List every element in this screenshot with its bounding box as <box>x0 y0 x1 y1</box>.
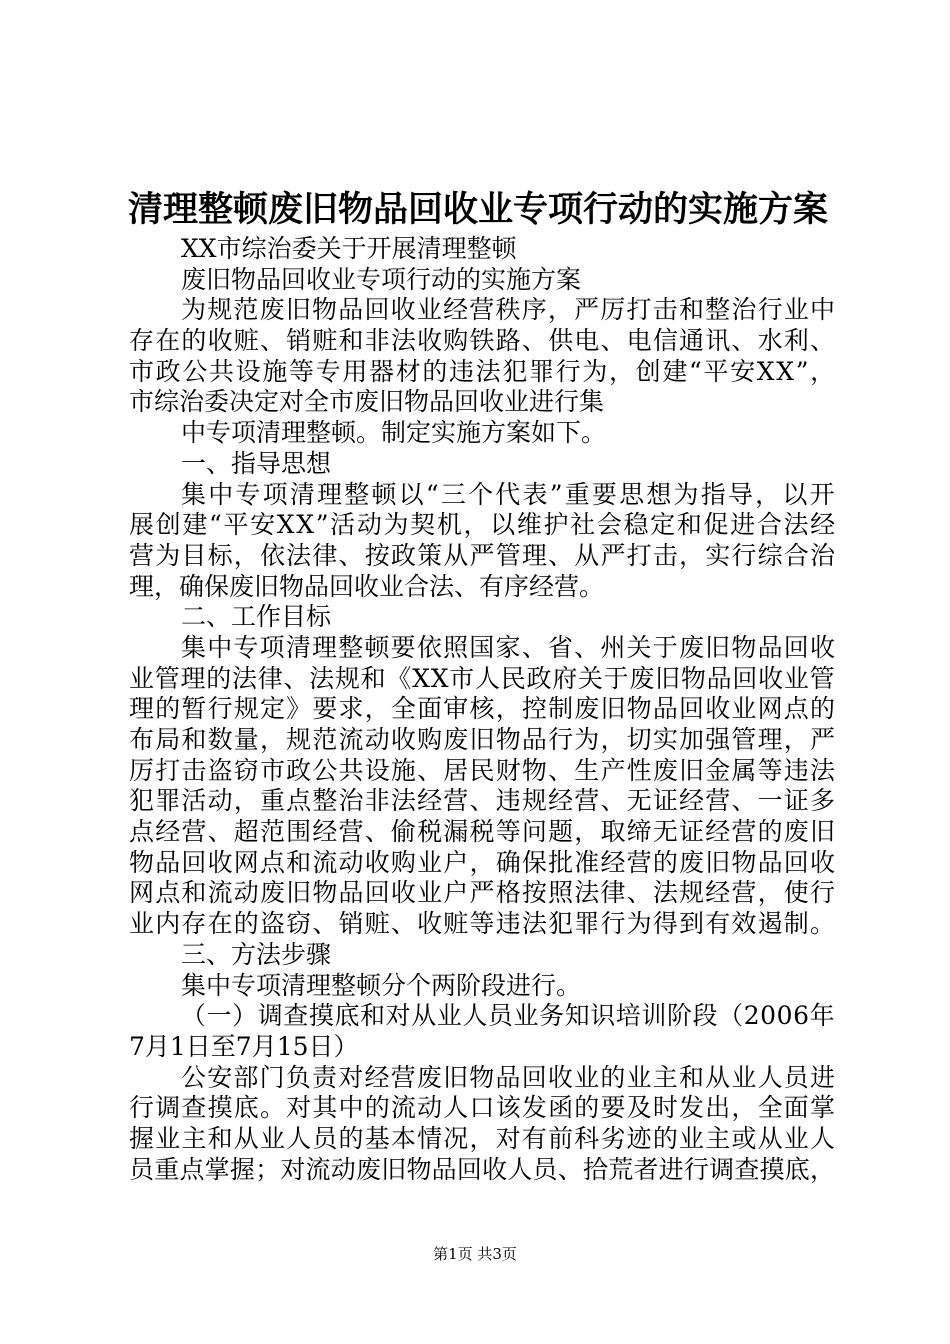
text-line <box>129 1124 835 1155</box>
text-line-content: 营为目标，依法律、按政策从严管理、从严打击，实行综合治 <box>129 540 837 570</box>
text-line-content: 业内存在的盗窃、销赃、收赃等违法犯罪行为得到有效遏制。 <box>129 909 837 939</box>
text-line-content: 三、方法步骤 <box>181 939 332 969</box>
text-line-content: 理的暂行规定》要求，全面审核，控制废旧物品回收业网点的 <box>129 694 837 724</box>
text-line <box>129 295 835 326</box>
text-line-content: 业管理的法律、法规和《XX市人民政府关于废旧物品回收业管 <box>129 663 836 693</box>
text-line-content: 废旧物品回收业专项行动的实施方案 <box>181 264 582 294</box>
text-line-content: 市政公共设施等专用器材的违法犯罪行为，创建“平安XX”， <box>129 356 837 386</box>
text-line <box>129 909 835 940</box>
text-line-content: 集中专项清理整顿分个两阶段进行。 <box>181 970 582 1000</box>
text-line <box>129 387 835 418</box>
page-footer: 第1页 共3页 <box>433 1245 517 1263</box>
text-line-content: 市综治委决定对全市废旧物品回收业进行集 <box>129 387 605 417</box>
text-line-content: 员重点掌握；对流动废旧物品回收人员、拾荒者进行调查摸底， <box>129 1154 836 1184</box>
text-line <box>129 480 835 511</box>
text-line <box>129 326 835 357</box>
text-line-content: 握业主和从业人员的基本情况，对有前科劣迹的业主或从业人 <box>129 1123 837 1153</box>
text-line <box>129 234 835 265</box>
text-line <box>129 418 835 449</box>
text-line-content: 存在的收赃、销赃和非法收购铁路、供电、电信通讯、水利、 <box>129 326 837 356</box>
text-line-content: 7月1日至7月15日） <box>129 1031 359 1061</box>
text-line-content: 行调查摸底。对其中的流动人口该发函的要及时发出，全面掌 <box>129 1093 837 1123</box>
text-line <box>129 786 835 817</box>
text-line <box>129 940 835 971</box>
text-line-content: 布局和数量，规范流动收购废旧物品行为，切实加强管理，严 <box>129 725 837 754</box>
text-line-content: 一、指导思想 <box>181 448 332 478</box>
text-line <box>129 510 835 541</box>
text-line-content: 厉打击盗窃市政公共设施、居民财物、生产性废旧金属等违法 <box>129 755 837 785</box>
text-line-content: 集中专项清理整顿要依照国家、省、州关于废旧物品回收 <box>181 632 837 662</box>
text-line <box>129 541 835 572</box>
text-line-content: 网点和流动废旧物品回收业户严格按照法律、法规经营，使行 <box>129 878 837 908</box>
text-line <box>129 1032 835 1063</box>
text-line <box>129 633 835 664</box>
text-line-content: 展创建“平安XX”活动为契机，以维护社会稳定和促进合法经 <box>129 510 837 540</box>
text-line <box>129 878 835 909</box>
text-line <box>129 265 835 296</box>
text-line-content: 犯罪活动，重点整治非法经营、违规经营、无证经营、一证多 <box>129 786 837 816</box>
text-line-content: 集中专项清理整顿以“三个代表”重要思想为指导，以开 <box>181 479 837 509</box>
text-line-content: 点经营、超范围经营、偷税漏税等问题，取缔无证经营的废旧 <box>129 817 837 847</box>
text-line-content: 中专项清理整顿。制定实施方案如下。 <box>181 418 607 448</box>
text-line <box>129 971 835 1002</box>
text-line <box>129 1001 835 1032</box>
text-line <box>129 1093 835 1124</box>
text-line <box>129 817 835 848</box>
text-line <box>129 756 835 787</box>
text-line-content: 理，确保废旧物品回收业合法、有序经营。 <box>129 571 605 601</box>
text-line <box>129 449 835 480</box>
document-title: 清理整顿废旧物品回收业专项行动的实施方案 <box>128 189 829 230</box>
text-line <box>129 694 835 725</box>
text-line <box>129 357 835 388</box>
text-line <box>129 848 835 879</box>
text-line-content: 二、工作目标 <box>181 602 332 632</box>
text-line <box>129 664 835 695</box>
document-body <box>129 234 835 1185</box>
text-line-content: 物品回收网点和流动收购业户，确保批准经营的废旧物品回收 <box>129 847 837 877</box>
text-line <box>129 1063 835 1094</box>
text-line <box>129 1155 835 1186</box>
text-line <box>129 602 835 633</box>
text-line <box>129 572 835 603</box>
text-line <box>129 725 835 756</box>
text-line-content: 为规范废旧物品回收业经营秩序，严厉打击和整治行业中 <box>181 295 837 325</box>
text-line-content: 公安部门负责对经营废旧物品回收业的业主和从业人员进 <box>181 1062 837 1092</box>
text-line-content: （一）调查摸底和对从业人员业务知识培训阶段（2006年 <box>181 1001 836 1031</box>
text-line-content: XX市综治委关于开展清理整顿 <box>181 234 517 263</box>
